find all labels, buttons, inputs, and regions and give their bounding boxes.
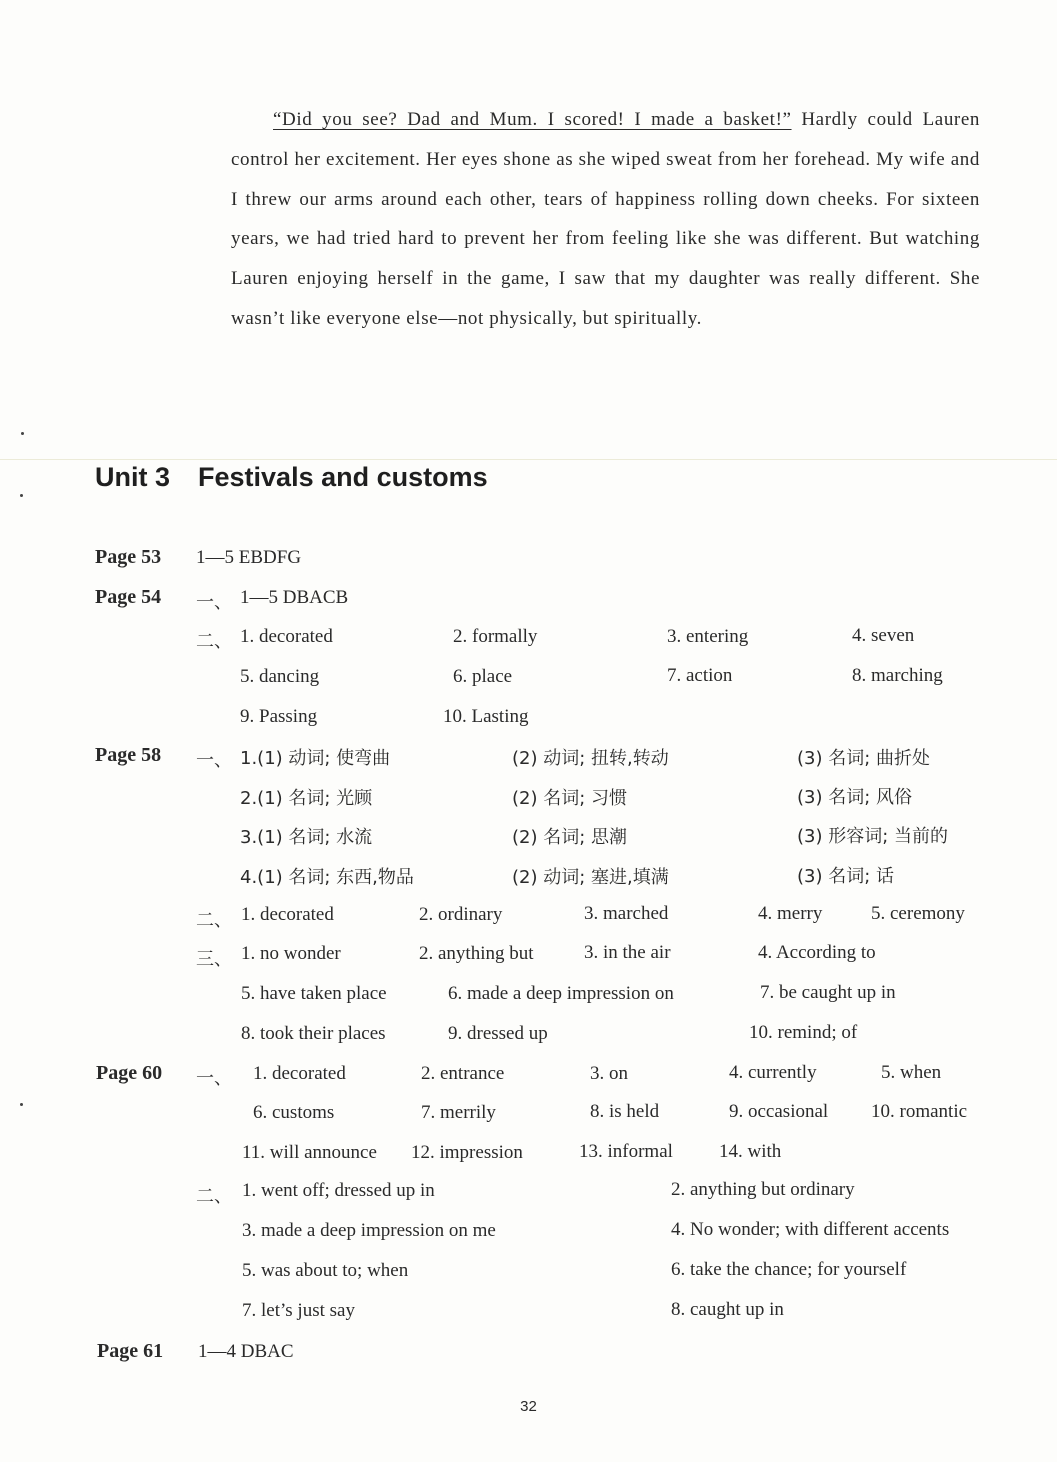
section-marker: 一、 — [196, 592, 232, 613]
answer: 10. romantic — [871, 1101, 968, 1122]
answer: 11. will announce — [242, 1142, 377, 1163]
section-divider — [0, 459, 1057, 460]
answer: 2. anything but — [419, 943, 534, 964]
answer: (2) 动词; 塞进,填满 — [512, 867, 669, 888]
answer: 7. be caught up in — [760, 982, 896, 1003]
answer: 3. marched — [584, 903, 669, 924]
answer: (3) 形容词; 当前的 — [797, 826, 949, 847]
answer: 5. have taken place — [241, 983, 387, 1004]
page-label: Page 54 — [95, 586, 162, 608]
answer: 9. dressed up — [448, 1023, 548, 1044]
answer: (3) 名词; 风俗 — [797, 787, 913, 808]
answer: 4. seven — [852, 625, 915, 646]
underlined-quote: “Did you see? Dad and Mum. I scored! I made a basket!” — [273, 109, 792, 130]
answer: 5. when — [881, 1062, 942, 1083]
page-label: Page 61 — [97, 1340, 164, 1362]
answer: 6. take the chance; for yourself — [671, 1259, 907, 1280]
answer: 5. was about to; when — [242, 1260, 409, 1281]
section-marker: 二、 — [196, 631, 232, 652]
answer: 4. No wonder; with different accents — [671, 1219, 950, 1240]
answer: (3) 名词; 曲折处 — [797, 748, 931, 769]
reading-passage — [231, 100, 980, 339]
answer: 9. occasional — [729, 1101, 829, 1122]
page-number: 32 — [520, 1398, 537, 1415]
answer: 3. entering — [667, 626, 749, 647]
answer: 8. marching — [852, 665, 943, 686]
answer: 6. place — [453, 666, 513, 687]
answer: 8. is held — [590, 1101, 660, 1122]
scan-dot — [20, 494, 23, 497]
answer: 1. went off; dressed up in — [242, 1180, 435, 1201]
answer: 3. on — [590, 1063, 628, 1084]
answer: 4. merry — [758, 903, 823, 924]
answer: 1. decorated — [240, 626, 333, 647]
unit-title-text: Festivals and customs — [198, 462, 488, 492]
answer: 4. According to — [758, 942, 876, 963]
answer: 6. customs — [253, 1102, 335, 1123]
answer: 7. action — [667, 665, 733, 686]
answer: (2) 动词; 扭转,转动 — [512, 748, 669, 769]
section-marker: 二、 — [196, 910, 232, 931]
answer: 5. ceremony — [871, 903, 965, 924]
answer: 6. made a deep impression on — [448, 983, 674, 1004]
section-marker: 三、 — [196, 949, 232, 970]
answer: 3. in the air — [584, 942, 671, 963]
answer: 1.(1) 动词; 使弯曲 — [240, 748, 391, 769]
scan-dot — [21, 432, 24, 435]
answer: 10. Lasting — [443, 706, 529, 727]
answer: 2. entrance — [421, 1063, 505, 1084]
page-label: Page 58 — [95, 744, 162, 766]
section-marker: 一、 — [196, 750, 232, 771]
answer: 7. let’s just say — [242, 1300, 355, 1321]
answer: 8. took their places — [241, 1023, 386, 1044]
answer: (2) 名词; 思潮 — [512, 827, 628, 848]
answer: 1. decorated — [253, 1063, 346, 1084]
answer: 13. informal — [579, 1141, 673, 1162]
answer: 2. ordinary — [419, 904, 503, 925]
unit-number: Unit 3 — [95, 462, 171, 492]
answer: 7. merrily — [421, 1102, 496, 1123]
passage-paragraph — [231, 100, 980, 339]
page-label: Page 53 — [95, 546, 162, 568]
answer: 4.(1) 名词; 东西,物品 — [240, 867, 414, 888]
answer: 1. decorated — [241, 904, 334, 925]
answer: 14. with — [719, 1141, 782, 1162]
answer: 12. impression — [411, 1142, 523, 1163]
scan-dot — [20, 1103, 23, 1106]
answer: (2) 名词; 习惯 — [512, 788, 628, 809]
answer: (3) 名词; 话 — [797, 866, 895, 887]
answer: 3.(1) 名词; 水流 — [240, 827, 373, 848]
answer: 1. no wonder — [241, 943, 341, 964]
answer: 1—5 DBACB — [240, 587, 349, 608]
section-marker: 一、 — [196, 1068, 232, 1089]
answer: 5. dancing — [240, 666, 320, 687]
page-label: Page 60 — [96, 1062, 163, 1084]
answer: 2. anything but ordinary — [671, 1179, 855, 1200]
answer: 8. caught up in — [671, 1299, 784, 1320]
answer: 10. remind; of — [749, 1022, 858, 1043]
unit-heading — [95, 462, 488, 493]
answer: 1—4 DBAC — [198, 1341, 294, 1362]
passage-text: Hardly could Lauren control her excitement. Her eyes shone as she wiped sweat from her forehead. My wife and I threw our arms around each other, tears of happiness rolling down cheeks. For sixteen years, we had tried hard to prevent her from feeling like she was different. But watching Lauren enjoying herself in the game, I saw that my daughter was really different. She wasn’t like everyone else—not physically, but spiritually. — [231, 109, 980, 329]
answer: 9. Passing — [240, 706, 318, 727]
answer: 4. currently — [729, 1062, 817, 1083]
answer: 1—5 EBDFG — [196, 547, 302, 568]
answer: 2.(1) 名词; 光顾 — [240, 788, 373, 809]
answer: 2. formally — [453, 626, 538, 647]
section-marker: 二、 — [196, 1186, 232, 1207]
answer: 3. made a deep impression on me — [242, 1220, 496, 1241]
